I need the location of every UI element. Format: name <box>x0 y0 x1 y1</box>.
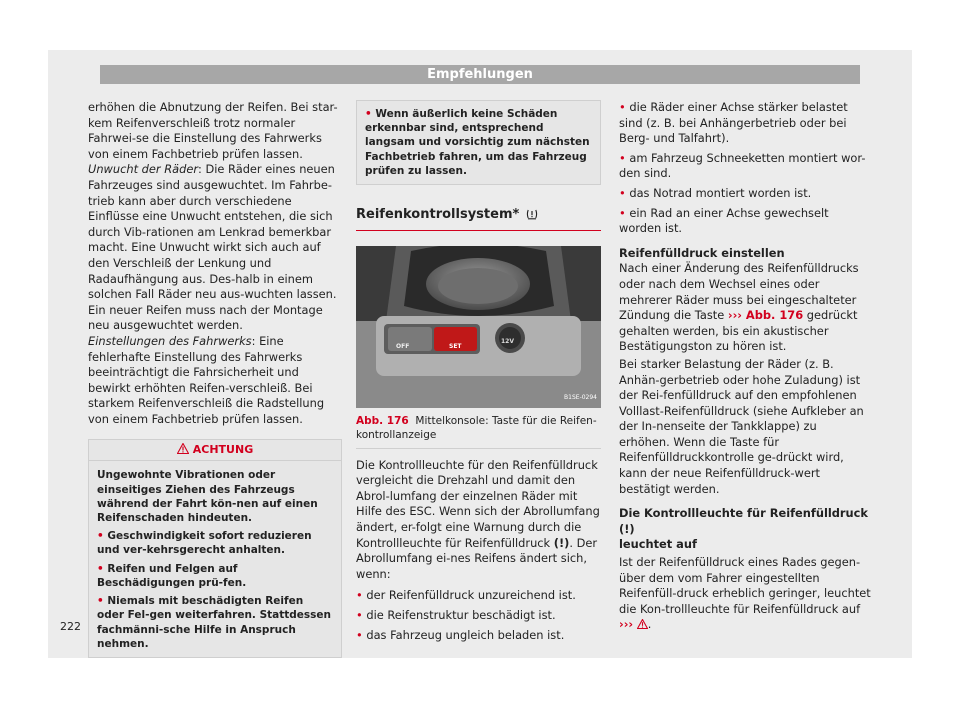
tire-pressure-icon <box>526 208 538 220</box>
warning-bullet: • Niemals mit beschädigten Reifen oder Fel-gen weiterfahren. Stattdessen fachmänni-sche Hilfe in Anspruch nehmen. <box>97 595 332 650</box>
list-item: • das Notrad montiert worden ist. <box>619 185 812 200</box>
column-middle <box>356 100 601 643</box>
list-item: • das Fahrzeug ungleich beladen ist. <box>356 627 565 642</box>
paragraph: erhöhen die Abnutzung der Reifen. Bei star-kem Reifenverschleiß trotz normaler Fahrwei-se die Einstellung des Fahrwerks von einem Fachbetrieb prüfen lassen. <box>88 100 338 161</box>
column-left <box>88 100 342 658</box>
list-item: • am Fahrzeug Schneeketten montiert wor-den sind. <box>619 150 866 181</box>
subheading-einstellen: Reifenfülldruck einstellen <box>619 245 785 260</box>
paragraph-unwucht: Unwucht der Räder: Die Räder eines neuen Fahrzeuges sind ausgewuchtet. Im Fahrbe-trieb kann aber durch verschiedene Einflüsse eine Unwucht entstehen, die sich durch Vib-rationen am Lenkrad bemerkbar macht. Eine Unwucht wirkt sich auch auf den Verschleiß der Lenkung und Radaufhängung aus. Des-halb in einem solchen Fall Räder neu aus-wuchten lassen. Ein neuer Reifen muss nach der Montage neu ausgewuchtet werden. <box>88 162 337 333</box>
paragraph-warnung: Ist der Reifenfülldruck eines Rades gegen-über dem vom Fahrer eingestellten Reifenfüll-druck erheblich geringer, leuchtet die Kon-trollleuchte für Reifenfülldruck auf ››› . <box>619 555 871 632</box>
section-title: Reifenkontrollsystem* <box>356 207 601 231</box>
off-button: OFF <box>396 342 410 350</box>
tire-pressure-icon: (!) <box>619 521 635 536</box>
warning-reference-link[interactable]: ››› <box>619 617 634 632</box>
socket-label: 12V <box>501 337 514 345</box>
column-right <box>619 100 871 633</box>
figure-console-photo <box>356 246 601 408</box>
warning-bullet: • Geschwindigkeit sofort reduzieren und ver-kehrsgerecht anhalten. <box>97 530 312 557</box>
paragraph-fahrwerk: Einstellungen des Fahrwerks: Eine fehlerhafte Einstellung des Fahrwerks beeinträchtigt die Fahrsicherheit und bewirkt erhöhten Reifen-verschleiß. Bei starkem Reifenverschleiß die Radstellung von einem Fachbetrieb prüfen lassen. <box>88 333 325 426</box>
warning-box <box>88 439 342 657</box>
warning-body <box>89 461 341 656</box>
warning-note-box: • Wenn äußerlich keine Schäden erkennbar sind, entsprechend langsam und vorsichtig zum nächsten Fachbetrieb fahren, um das Fahrzeug prüfen zu lassen. <box>356 100 601 185</box>
console-illustration <box>356 246 601 408</box>
page-header: Empfehlungen <box>100 65 860 84</box>
warning-header: ACHTUNG <box>89 440 341 461</box>
warning-icon <box>637 619 648 629</box>
subheading-kontrollleuchte: Die Kontrollleuchte für Reifenfülldruck (!) leuchtet auf <box>619 506 868 552</box>
warning-intro: Ungewohnte Vibrationen oder einseitiges Ziehen des Fahrzeugs während der Fahrt kön-nen auf einen Reifenschaden hindeuten. <box>97 469 318 525</box>
page-number: 222 <box>60 620 81 633</box>
figure-reference-link[interactable]: ››› Abb. 176 <box>727 308 804 323</box>
figure-caption: Abb. 176 Mittelkonsole: Taste für die Reifen-kontrollanzeige <box>356 414 601 449</box>
list-item: • ein Rad an einer Achse gewechselt worden ist. <box>619 205 829 236</box>
paragraph-einstellen: Nach einer Änderung des Reifenfülldrucks oder nach dem Wechsel eines oder mehrerer Räder muss bei eingeschalteter Zündung die Taste ››› Abb. 176 gedrückt gehalten werden, bis ein akustischer Bestätigungston zu hören ist. <box>619 261 859 354</box>
tire-pressure-icon: (!) <box>553 535 570 550</box>
warning-bullet: • Reifen und Felgen auf Beschädigungen prü-fen. <box>97 562 247 589</box>
list-item: • die Reifenstruktur beschädigt ist. <box>356 607 556 622</box>
paragraph-belastung: Bei starker Belastung der Räder (z. B. Anhän-gerbetrieb oder hohe Zuladung) ist der Rei-fenfülldruck auf den empfohlenen Volllast-Reifenfülldruck (siehe Aufkleber an der In-nenseite der Tankklappe) zu erhöhen. Wenn die Taste für Reifenfülldruckkontrolle ge-drückt wird, kann der neue Reifenfülldruck-wert bestätigt werden. <box>619 356 864 496</box>
paragraph-kontrollleuchte: Die Kontrollleuchte für den Reifenfülldruck vergleicht die Drehzahl und damit den Abrol-lumfang der einzelnen Räder mit Hilfe des ESC. Wenn sich der Abrollumfang ändert, er-folgt eine Warnung durch die Kontrollleuchte für Reifenfülldruck (!). Der Abrollumfang ei-nes Reifens ändert sich, wenn: <box>356 457 600 581</box>
set-button: SET <box>449 342 462 350</box>
list-item: • die Räder einer Achse stärker belastet sind (z. B. bei Anhängerbetrieb oder bei Berg- und Talfahrt). <box>619 100 848 146</box>
figure-code: B1SE-0294 <box>564 394 597 402</box>
warning-icon <box>177 443 189 454</box>
list-item: • der Reifenfülldruck unzureichend ist. <box>356 588 576 603</box>
